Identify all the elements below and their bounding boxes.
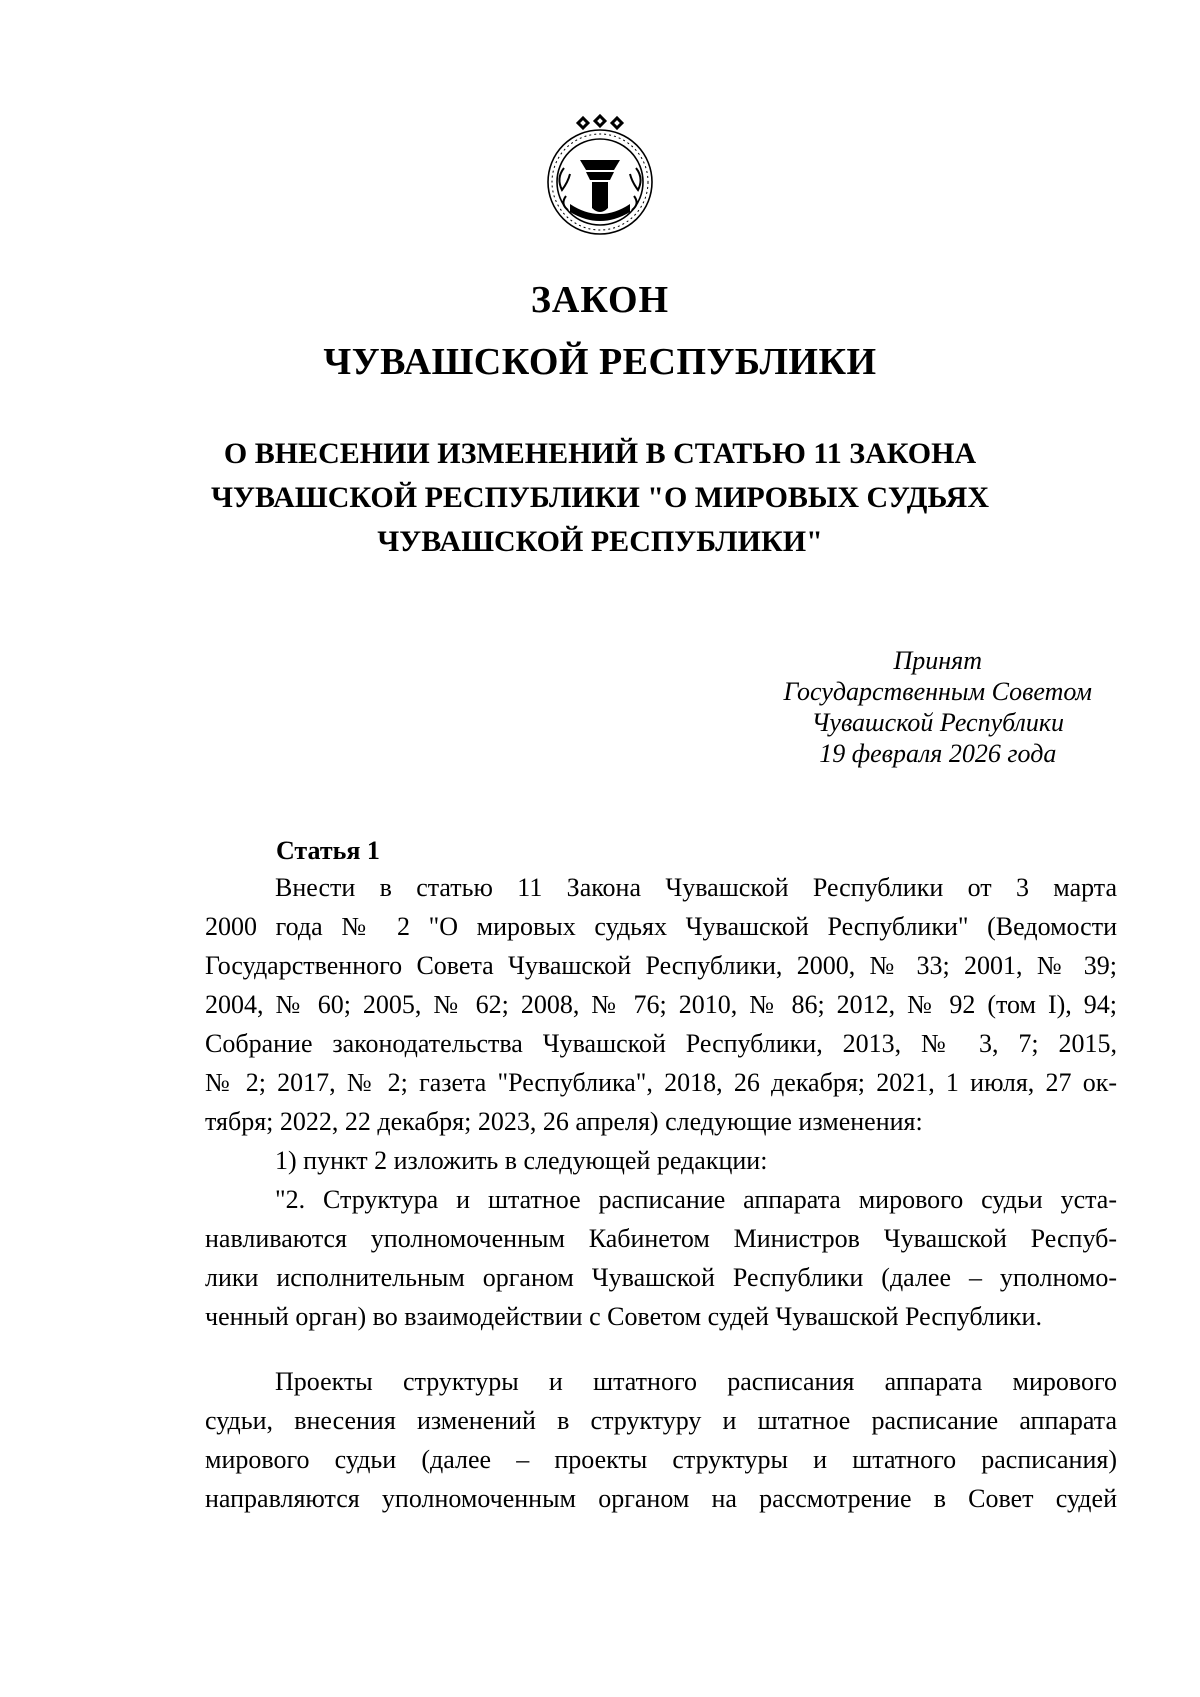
paragraph-line: 2004, № 60; 2005, № 62; 2008, № 76; 2010, № 86; 2012, № 92 (том I), 94;: [205, 990, 1117, 1019]
paragraph-line: Проекты структуры и штатного расписания аппарата мирового: [275, 1367, 1117, 1396]
paragraph-line: Внести в статью 11 Закона Чувашской Республики от 3 марта: [275, 873, 1117, 902]
paragraph-line: № 2; 2017, № 2; газета "Республика", 2018, 26 декабря; 2021, 1 июля, 27 ок-: [205, 1068, 1117, 1097]
paragraph-line: 2000 года № 2 "О мировых судьях Чувашской Республики" (Ведомости: [205, 912, 1117, 941]
adoption-line: Чувашской Республики: [811, 708, 1065, 737]
paragraph-line: судьи, внесения изменений в структуру и штатное расписание аппарата: [205, 1406, 1117, 1435]
subject-line: О ВНЕСЕНИИ ИЗМЕНЕНИЙ В СТАТЬЮ 11 ЗАКОНА: [223, 437, 977, 470]
paragraph-line: направляются уполномоченным органом на рассмотрение в Совет судей: [205, 1484, 1117, 1513]
subject-line: ЧУВАШСКОЙ РЕСПУБЛИКИ "О МИРОВЫХ СУДЬЯХ: [210, 481, 990, 514]
paragraph-line: мирового судьи (далее – проекты структуры и штатного расписания): [205, 1445, 1117, 1474]
quote-line: навливаются уполномоченным Кабинетом Министров Чувашской Респуб-: [205, 1224, 1117, 1253]
coat-of-arms-emblem: [530, 112, 670, 238]
law-subject: [180, 432, 1020, 564]
article-body: [205, 868, 1117, 1518]
paragraph-line: Собрание законодательства Чувашской Республики, 2013, № 3, 7; 2015,: [205, 1029, 1117, 1058]
paragraph-line: тября; 2022, 22 декабря; 2023, 26 апреля) следующие изменения:: [205, 1107, 923, 1136]
quote-line: ченный орган) во взаимодействии с Советом судей Чувашской Республики.: [205, 1302, 1042, 1331]
adoption-note: [784, 645, 1092, 769]
list-item: 1) пункт 2 изложить в следующей редакции:: [275, 1146, 768, 1175]
paragraph-gap: [205, 1336, 1117, 1362]
paragraph-line: Государственного Совета Чувашской Республики, 2000, № 33; 2001, № 39;: [205, 951, 1117, 980]
article-heading: Статья 1: [276, 836, 380, 865]
adoption-line: Государственным Советом: [783, 677, 1092, 706]
quote-line: лики исполнительным органом Чувашской Республики (далее – уполномо-: [205, 1263, 1117, 1292]
coat-of-arms-icon: [530, 112, 670, 238]
law-title: ЗАКОН: [530, 279, 670, 321]
adoption-date: 19 февраля 2026 года: [819, 739, 1057, 768]
subject-line: ЧУВАШСКОЙ РЕСПУБЛИКИ": [377, 525, 823, 558]
adoption-line: Принят: [893, 646, 983, 675]
republic-title: ЧУВАШСКОЙ РЕСПУБЛИКИ: [323, 341, 877, 383]
quote-line: "2. Структура и штатное расписание аппарата мирового судьи уста-: [275, 1185, 1117, 1214]
